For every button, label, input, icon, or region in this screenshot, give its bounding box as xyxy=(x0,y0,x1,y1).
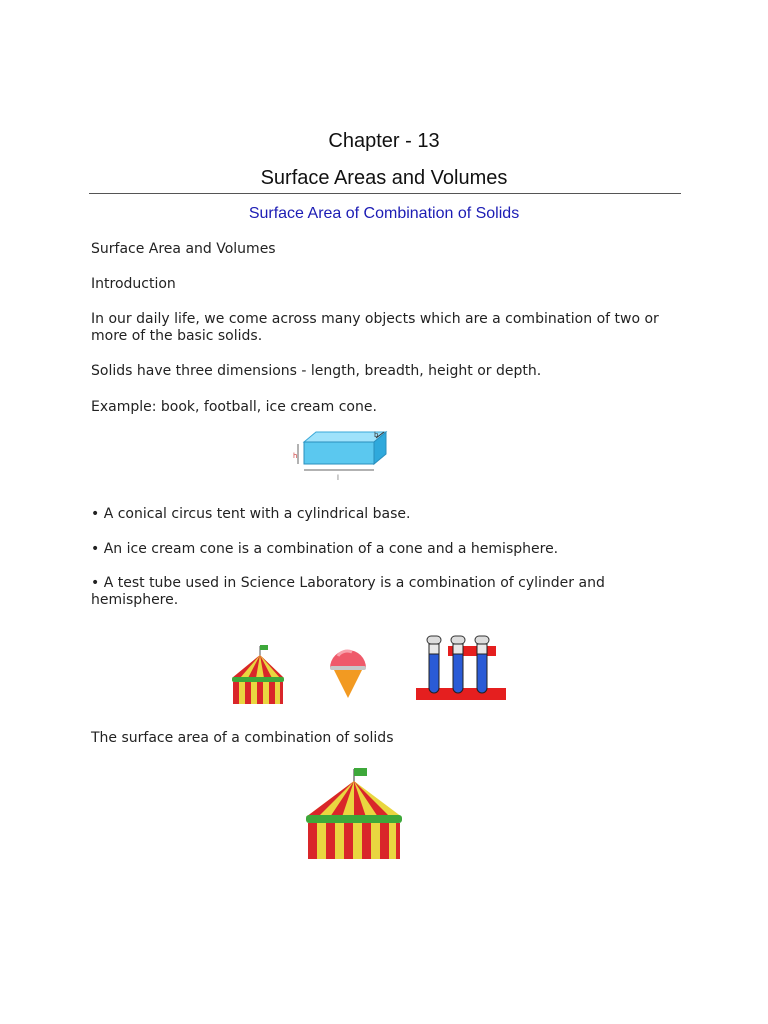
page-title: Surface Areas and Volumes xyxy=(260,167,508,189)
test-tube-stand-image xyxy=(412,632,510,706)
cuboid-length-label: l xyxy=(337,474,339,482)
bullet-ice-cream: • An ice cream cone is a combination of a cone and a hemisphere. xyxy=(91,541,559,557)
title-divider xyxy=(89,193,681,194)
section-subtitle: Surface Area of Combination of Solids xyxy=(248,205,520,222)
paragraph-example: Example: book, football, ice cream cone. xyxy=(91,399,377,415)
paragraph-introduction: Introduction xyxy=(91,276,176,292)
cuboid-width-label: b xyxy=(374,431,379,439)
ice-cream-cone-image xyxy=(326,646,370,702)
cuboid-figure xyxy=(290,428,394,486)
paragraph-combination: The surface area of a combination of solids xyxy=(91,730,394,746)
cuboid-height-label: h xyxy=(293,452,298,460)
paragraph-dimensions: Solids have three dimensions - length, breadth, height or depth. xyxy=(91,363,542,379)
paragraph-topic: Surface Area and Volumes xyxy=(91,241,276,257)
bullet-circus-tent: • A conical circus tent with a cylindrical base. xyxy=(91,506,411,522)
circus-tent-large-image xyxy=(302,765,406,863)
paragraph-daily-life: In our daily life, we come across many objects which are a combination of two or more of the basic solids. xyxy=(91,311,659,344)
chapter-number: Chapter - 13 xyxy=(328,130,440,152)
circus-tent-small-image xyxy=(228,642,288,708)
bullet-test-tube: • A test tube used in Science Laboratory is a combination of cylinder and hemisphere. xyxy=(91,575,605,608)
